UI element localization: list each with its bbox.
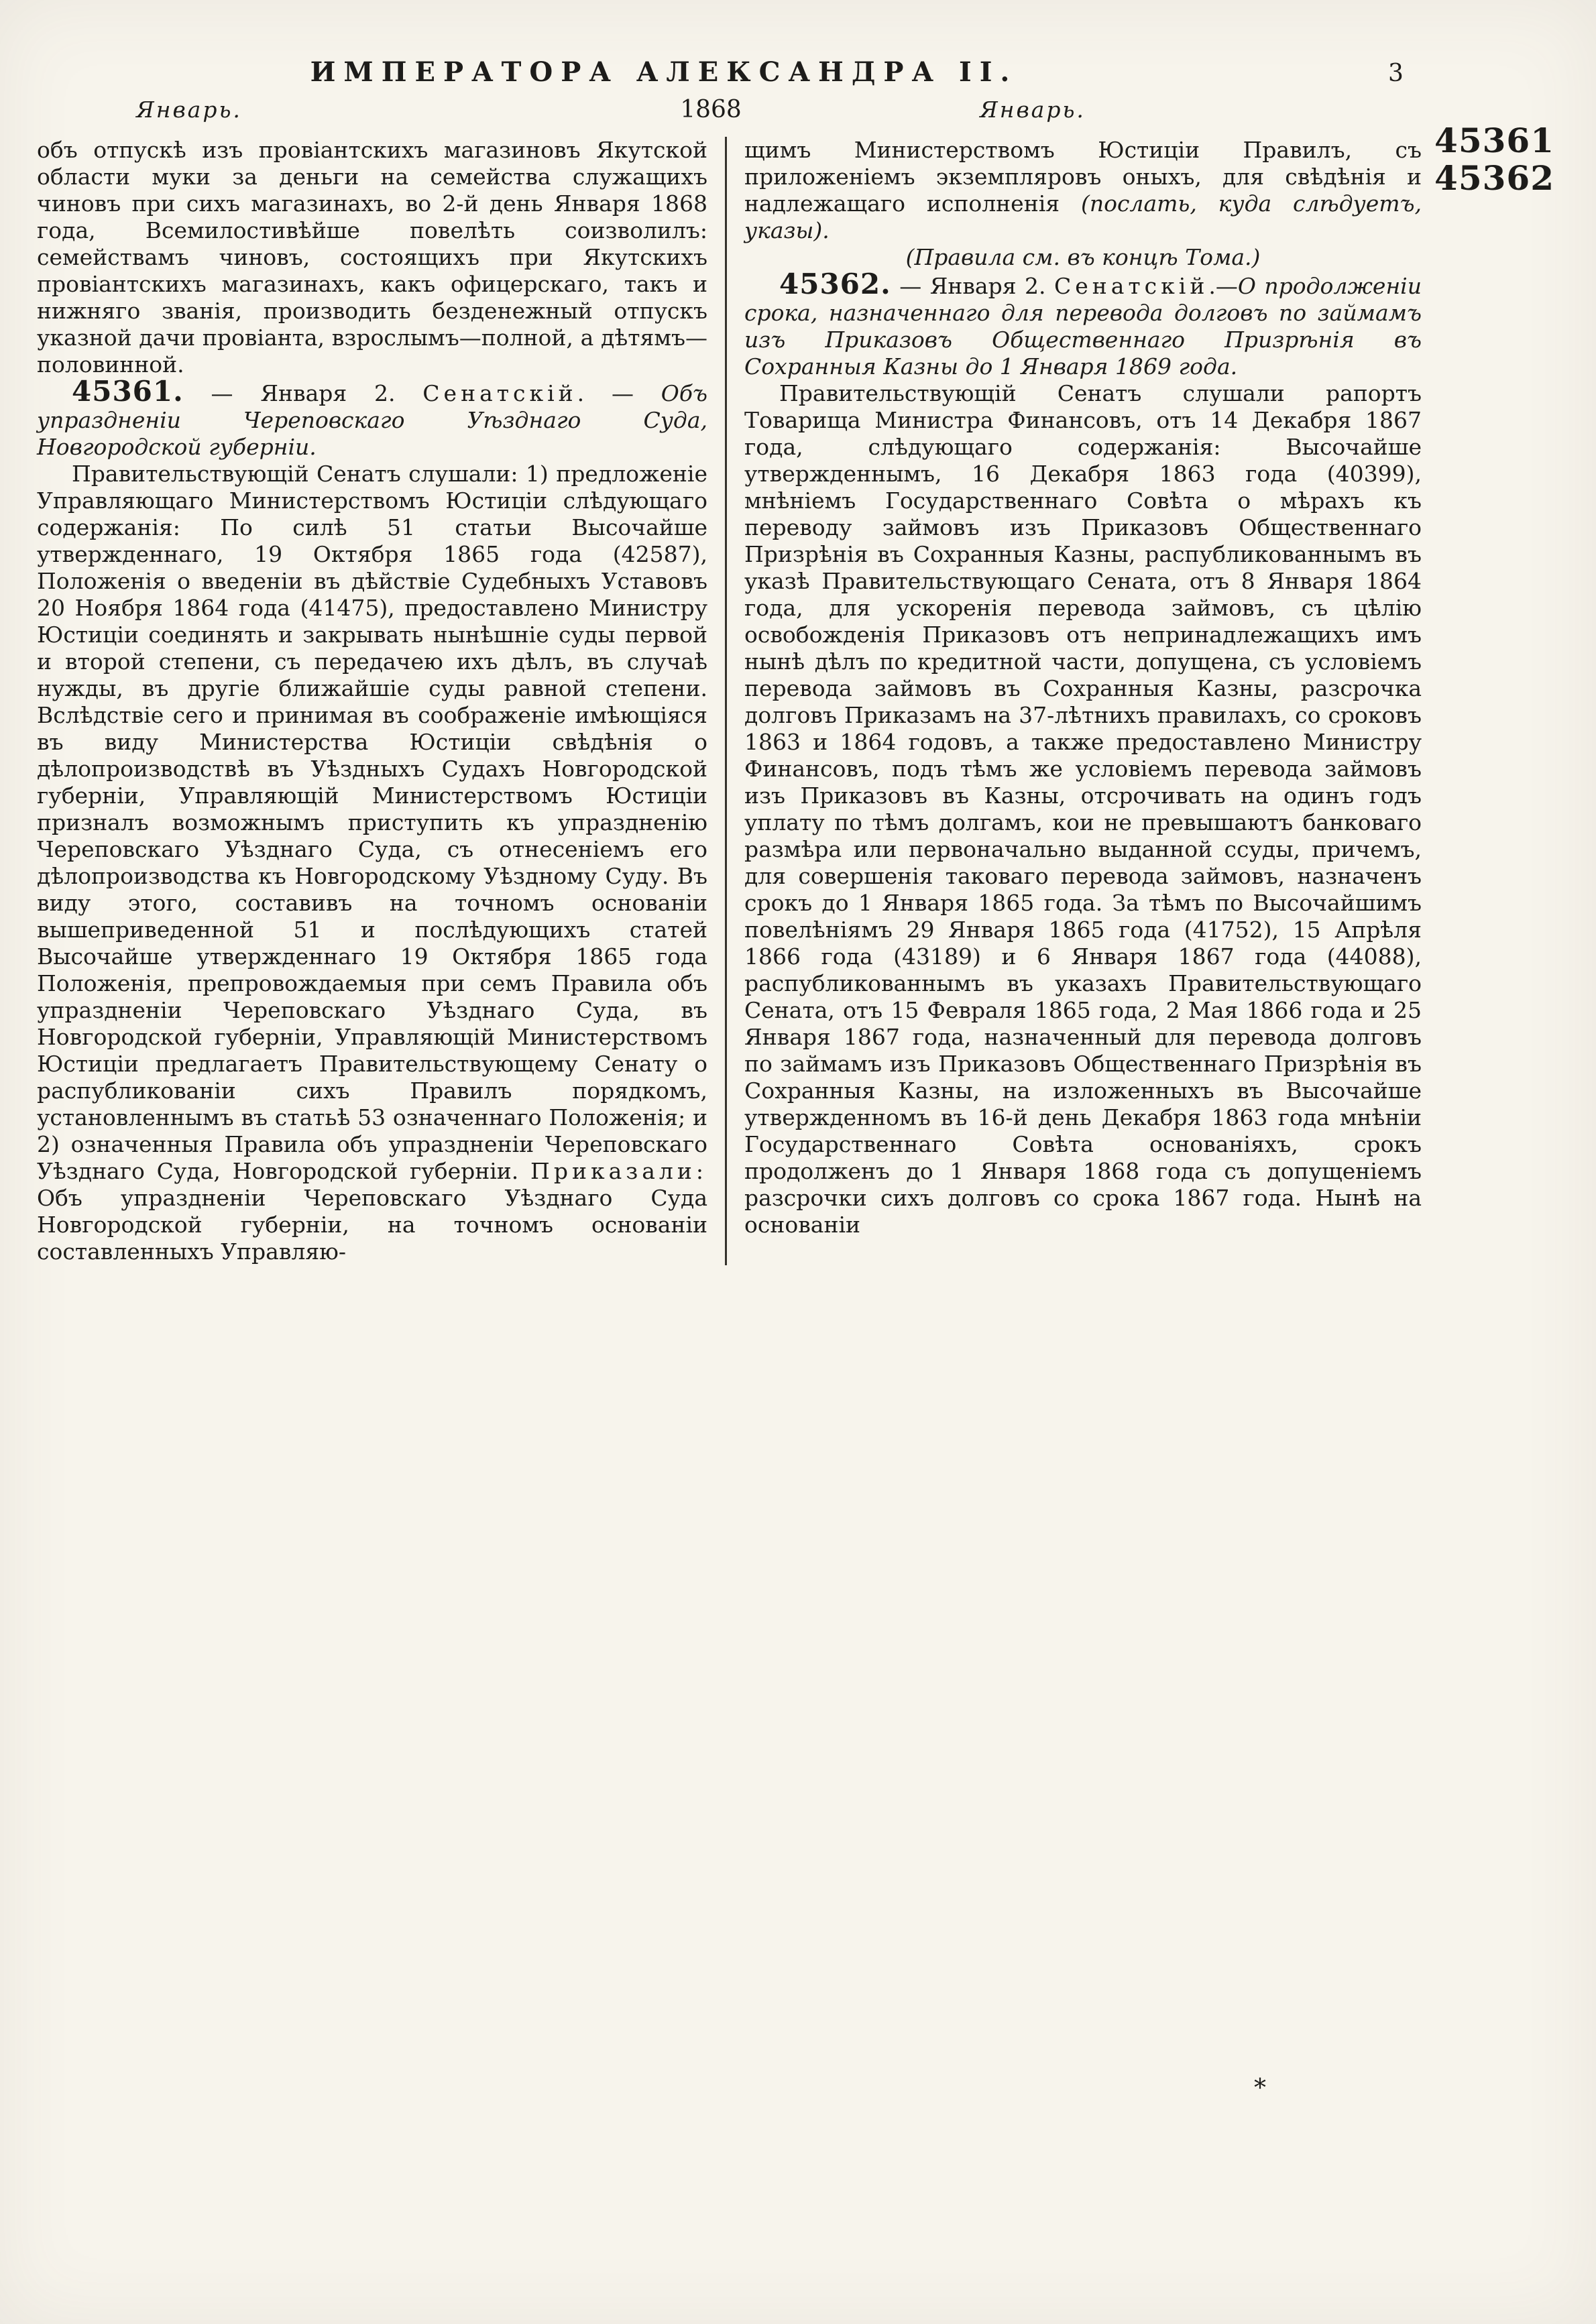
paragraph <box>744 244 1422 271</box>
text-run: щимъ Министерствомъ Юстиціи Правилъ, съ приложеніемъ экземпляровъ оныхъ, для свѣдѣнія и надлежащаго исполненія <box>744 137 1422 217</box>
text-run: Сенатскій <box>422 380 577 406</box>
paragraph <box>37 137 707 378</box>
text-run: 45361. <box>72 375 184 408</box>
text-run: .— <box>1208 273 1238 299</box>
paragraph <box>37 461 707 1265</box>
page-header <box>37 56 1422 133</box>
right-text-column <box>744 137 1422 1265</box>
year-label: 1868 <box>680 96 742 123</box>
text-run: — Января 2. <box>891 273 1054 299</box>
page-title: ИМПЕРАТОРА АЛЕКСАНДРА II. <box>310 56 1018 88</box>
text-run: Объ упраздненіи Череповскаго Уѣзднаго Суда, Новгородской губерніи. <box>37 380 707 460</box>
text-run: Правительствующій Сенатъ слушали: 1) предложеніе Управляющаго Министерствомъ Юстиціи слѣдующаго содержанія: По силѣ 51 статьи Высочайше утвержденнаго, 19 Октября 1865 года (42587), Положенія о введеніи въ дѣйствіе Судебныхъ Уставовъ 20 Ноября 1864 года (41475), предоставлено Министру Юстиціи соединять и закрывать нынѣшніе суды первой и второй степени, съ передачею ихъ дѣлъ, въ случаѣ нужды, въ другіе ближайшіе суды равной степени. Вслѣдствіе сего и принимая въ соображеніе имѣющіяся въ виду Министерства Юстиціи свѣдѣнія о дѣлопроизводствѣ въ Уѣздныхъ Судахъ Новгородской губерніи, Управляющій Министерствомъ Юстиціи призналъ возможнымъ приступить къ упраздненію Череповскаго Уѣзднаго Суда, съ отнесеніемъ его дѣлопроизводства къ Новгородскому Уѣздному Суду. Въ виду этого, составивъ на точномъ основаніи вышеприведенной 51 и послѣдующихъ статей Высочайше утвержденнаго 19 Октября 1865 года Положенія, препровождаемыя при семъ Правила объ упраздненіи Череповскаго Уѣзднаго Суда, въ Новгородской губерніи, Управляющій Министерствомъ Юстиціи предлагаетъ Правительствующему Сенату о распубликованіи сихъ Правилъ порядкомъ, установленнымъ въ статьѣ 53 означеннаго Положенія; и 2) означенныя Правила объ упраздненіи Череповскаго Уѣзднаго Суда, Новгородской губерніи. <box>37 461 707 1184</box>
text-run: О продолженіи срока, назначеннаго для перевода долговъ по займамъ изъ Приказовъ Общественнаго Призрѣнія въ Сохранныя Казны до 1 Января 1869 года. <box>744 273 1422 380</box>
text-run: Приказали: <box>530 1158 707 1184</box>
text-run: Правительствующій Сенатъ слушали рапортъ Товарища Министра Финансовъ, отъ 14 Декабря 1867 года, слѣдующаго содержанія: Высочайше утвержденнымъ, 16 Декабря 1863 года (40399), мнѣніемъ Государственнаго Совѣта о мѣрахъ къ переводу займовъ изъ Приказовъ Общественнаго Призрѣнія въ Сохранныя Казны, распубликованнымъ въ указѣ Правительствующаго Сената, отъ 8 Января 1864 года, для ускоренія перевода займовъ, съ цѣлію освобожденія Приказовъ отъ непринадлежащихъ имъ нынѣ дѣлъ по кредитной части, допущена, съ условіемъ перевода займовъ въ Сохранныя Казны, разсрочка долговъ Приказамъ на 37-лѣтнихъ правилахъ, со сроковъ 1863 и 1864 годовъ, а также предоставлено Министру Финансовъ, подъ тѣмъ же условіемъ перевода займовъ изъ Приказовъ въ Казны, отсрочивать на одинъ годъ уплату по тѣмъ долгамъ, кои не превышаютъ банковаго размѣра или первоначально выданной ссуды, причемъ, для совершенія таковаго перевода займовъ, назначенъ срокъ до 1 Января 1865 года. За тѣмъ по Высочайшимъ повелѣніямъ 29 Января 1865 года (41752), 15 Апрѣля 1866 года (43189) и 6 Января 1867 года (44088), распубликованнымъ въ указахъ Правительствующаго Сената, отъ 15 Февраля 1865 года, 2 Мая 1866 года и 25 Января 1867 года, назначенный для перевода долговъ по займамъ изъ Приказовъ Общественнаго Призрѣнія въ Сохранныя Казны, на изложенныхъ въ Высочайше утвержденномъ въ 16-й день Декабря 1863 года мнѣніи Государственнаго Совѣта основаніяхъ, срокъ продолженъ до 1 Января 1868 года съ допущеніемъ разсрочки сихъ долговъ со срока 1867 года. Нынѣ на основаніи <box>744 380 1422 1238</box>
paragraph <box>37 375 707 461</box>
text-run: . — <box>577 380 661 406</box>
paragraph <box>744 137 1422 244</box>
page-number: 3 <box>1388 60 1404 87</box>
text-columns <box>0 133 1596 1265</box>
text-run: (Правила см. въ концѣ Тома.) <box>905 244 1261 270</box>
month-label-left: Январь. <box>136 97 242 123</box>
text-run: — Января 2. <box>183 380 423 406</box>
month-label-right: Январь. <box>980 97 1086 123</box>
margin-article-numbers <box>1434 122 1554 197</box>
text-run: Объ упраздненіи Череповскаго Уѣзднаго Суда Новгородской губерніи, на точномъ основаніи составленныхъ Управляю- <box>37 1185 707 1265</box>
paragraph <box>744 268 1422 380</box>
margin-article-number: 45361 <box>1434 121 1554 160</box>
footnote-asterisk: * <box>1254 2075 1266 2102</box>
left-text-column <box>37 137 707 1265</box>
column-divider-rule <box>725 137 727 1265</box>
text-run: объ отпускѣ изъ провіантскихъ магазиновъ Якутской области муки за деньги на семейства служащихъ чиновъ при сихъ магазинахъ, во 2-й день Января 1868 года, Всемилостивѣйше повелѣть соизволилъ: семействамъ чиновъ, состоящихъ при Якутскихъ провіантскихъ магазинахъ, какъ офицерскаго, такъ и нижняго званія, производить безденежный отпускъ указной дачи провіанта, взрослымъ—полной, а дѣтямъ—половинной. <box>37 137 707 377</box>
text-run: Сенатскій <box>1053 273 1209 299</box>
text-run: 45362. <box>779 268 891 300</box>
paragraph <box>744 380 1422 1238</box>
margin-article-number: 45362 <box>1434 158 1554 198</box>
text-run: (послать, куда слѣдуетъ, указы). <box>744 190 1422 243</box>
